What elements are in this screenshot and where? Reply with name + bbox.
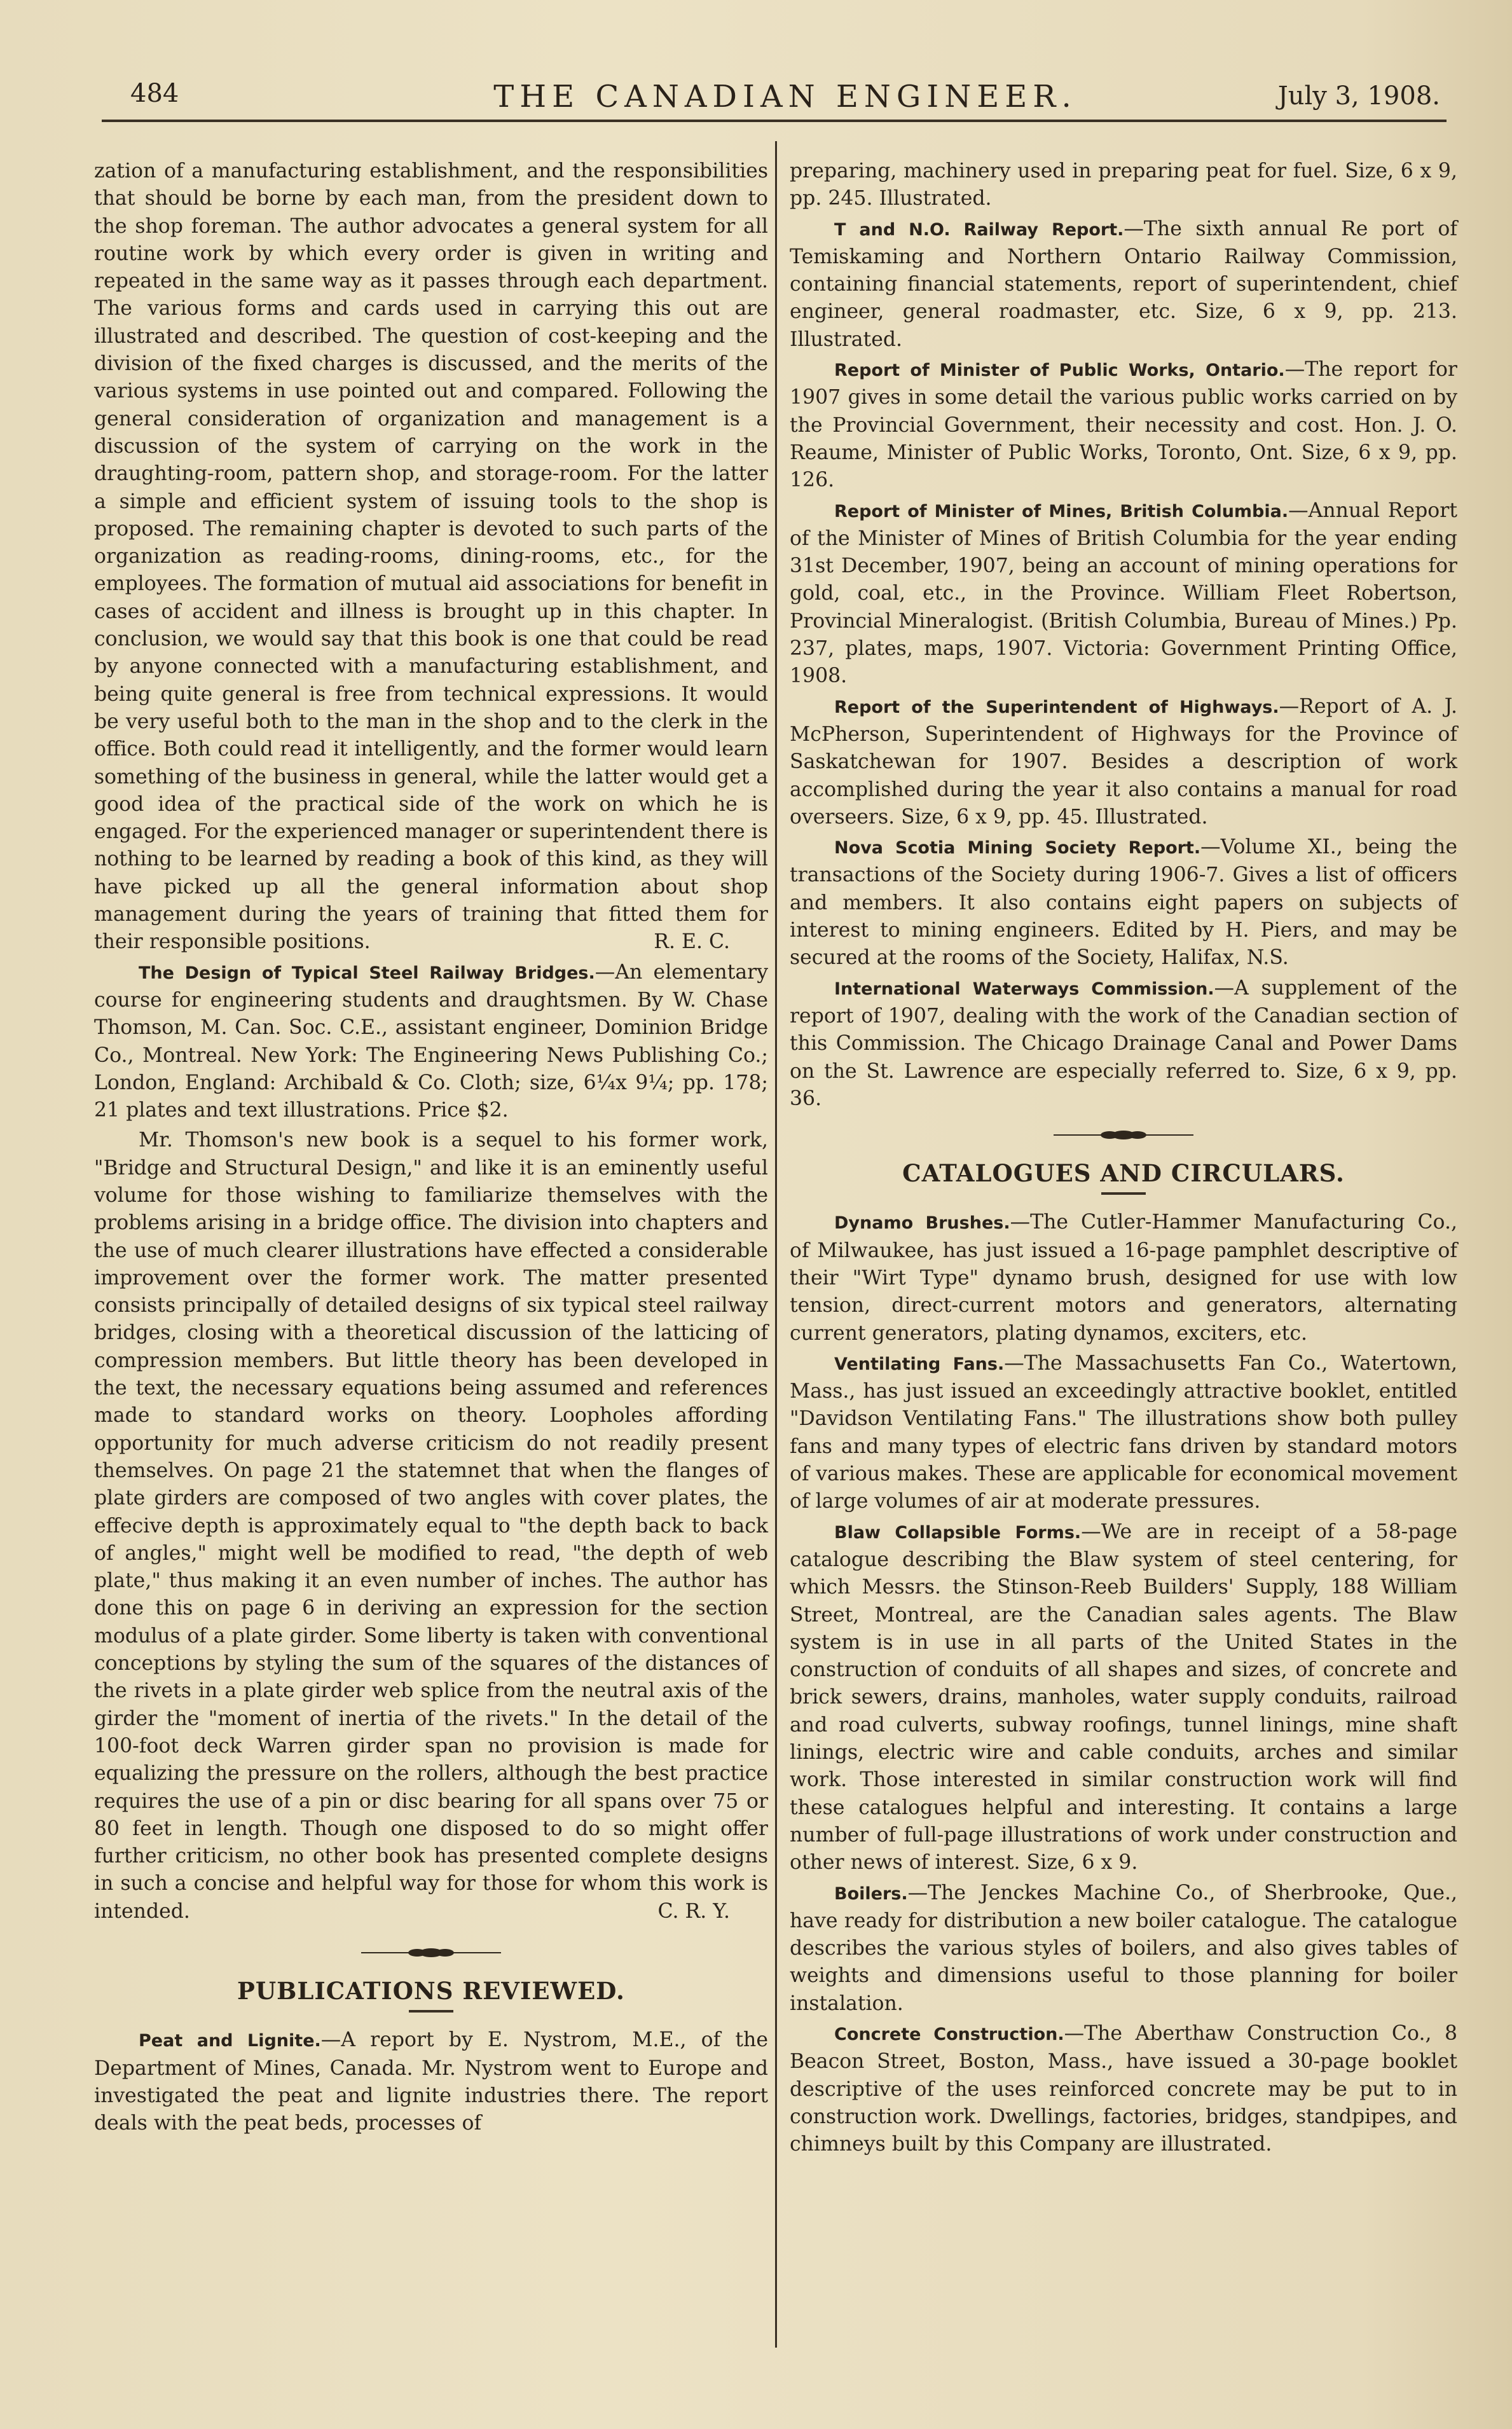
entry-heading: International Waterways Commission. xyxy=(834,979,1214,999)
section-title-publications: PUBLICATIONS REVIEWED. xyxy=(237,1977,625,2005)
catalogue-entry: Boilers.—The Jenckes Machine Co., of Sherbrooke, Que., have ready for distribution a new boiler catalogue. The catalogue describes the various styles of boilers, and also gives tables of weights and dimensions useful to those planning for boiler instalation. xyxy=(790,1881,1457,2015)
ornament-divider xyxy=(94,1934,768,1971)
review-entry: T and N.O. Railway Report.—The sixth annual Re port of Temiskaming and Northern Ontario Railway Commission, containing financial statements, report of superintendent, chief engineer, general roadmaster, etc. Size, 6 x 9, pp. 213. Illustrated. xyxy=(790,217,1458,351)
entry-heading: Dynamo Brushes. xyxy=(834,1213,1010,1234)
right-column xyxy=(790,158,1457,2158)
review-text: Mr. Thomson's new book is a sequel to his former work, "Bridge and Structural Design," and like it is an eminently useful volume for those wishing to familiarize themselves with the problems arising in a bridge office. The division into chapters and the use of much clearer illustrations have effected a considerable improvement over the former work. The matter presented consists principally of detailed designs of six typical steel railway bridges, closing with a theoretical discussion of the latticing of compression members. But little theory has been developed in the text, the necessary equations being assumed and references made to standard works on theory. Loopholes affording opportunity for much adverse criticism do not readily present themselves. On page 21 the statemnet that when the flanges of plate girders are composed of two angles with cover plates, the effecive depth is approximately equal to "the depth back to back of angles," might well be modified to read, "the depth of web plate," thus making it an even number of inches. The author has done this on page 6 in deriving an expression for the section modulus of a plate girder. Some liberty is taken with conventional conceptions by styling the sum of the squares of the distances of the rivets in a plate girder web splice from the neutral axis of the girder the "moment of inertia of the rivets." In the detail of the 100-foot deck Warren girder span no provision is made for equalizing the pressure on the rollers, although the best practice requires the use of a pin or disc bearing for all spans over 75 or 80 feet in length. Though one disposed to do so might offer further criticism, no other book has presented complete designs in such a concise and helpful way for those for whom this work is intended. C. R. Y. xyxy=(94,1127,768,1925)
review-entry: International Waterways Commission.—A supplement of the report of 1907, dealing with the work of the Canadian section of this Commission. The Chicago Drainage Canal and Power Dams on the St. Lawrence are especially referred to. Size, 6 x 9, pp. 36. xyxy=(790,976,1457,1110)
review-text: preparing, machinery used in preparing peat for fuel. Size, 6 x 9, pp. 245. Illustrated. xyxy=(790,160,1457,210)
review-entry: The Design of Typical Steel Railway Bridges.—An elementary course for engineering students and draughtsmen. By W. Chase Thomson, M. Can. Soc. C.E., assistant engineer, Dominion Bridge Co., Montreal. New York: The Engineering News Publishing Co.; London, England: Archibald & Co. Cloth; size, 6¼x 9¼; pp. 178; 21 plates and text illustrations. Price $2. xyxy=(94,960,768,1122)
left-column xyxy=(94,158,768,2137)
entry-heading: Boilers. xyxy=(834,1883,908,1904)
issue-date: July 3, 1908. xyxy=(1277,81,1440,111)
review-entry: Peat and Lignite.—A report by E. Nystrom, M.E., of the Department of Mines, Canada. Mr. Nystrom went to Europe and investigated the peat and lignite industries there. The report deals with the peat beds, processes of xyxy=(94,2028,768,2135)
section-underline xyxy=(1101,1192,1146,1195)
entry-heading: Concrete Construction. xyxy=(834,2025,1064,2044)
reviewer-initials: R. E. C. xyxy=(654,930,730,954)
entry-heading: Blaw Collapsible Forms. xyxy=(834,1522,1082,1543)
column-divider xyxy=(775,141,777,2348)
reviewer-initials: C. R. Y. xyxy=(657,1899,730,1923)
entry-heading: T and N.O. Railway Report. xyxy=(834,219,1124,240)
review-text: zation of a manufacturing establishment, and the responsibilities that should be borne by each man, from the president down to the shop foreman. The author advocates a general system for all routine work by which every order is given in writing and repeated in the same way as it passes through each department. The various forms and cards used in carrying this out are illustrated and described. The question of cost-keeping and the division of the fixed charges is discussed, and the merits of the various systems in use pointed out and compared. Following the general consideration of organization and management is a discussion of the system of carrying on the work in the draughting-room, pattern shop, and storage-room. For the latter a simple and efficient system of issuing tools to the shop is proposed. The remaining chapter is devoted to such parts of the organization as reading-rooms, dining-rooms, etc., for the employees. The formation of mutual aid associations for benefit in cases of accident and illness is brought up in this chapter. In conclusion, we would say that this book is one that could be read by anyone connected with a manufacturing establishment, and being quite general is free from technical expressions. It would be very useful both to the man in the shop and to the clerk in the office. Both could read it intelligently, and the former would learn something of the business in general, while the latter would get a good idea of the practical side of the work on which he is engaged. For the experienced manager or superintendent there is nothing to be learned by reading a book of this kind, as they will have picked up all the general information about shop management during the years of training that fitted them for their responsible positions. R. E. C. xyxy=(94,158,768,956)
page-header xyxy=(130,75,1440,120)
section-title-catalogues: CATALOGUES AND CIRCULARS. xyxy=(902,1159,1345,1188)
entry-heading: Nova Scotia Mining Society Report. xyxy=(834,838,1201,858)
catalogue-entry: Concrete Construction.—The Aberthaw Construction Co., 8 Beacon Street, Boston, Mass., have issued a 30-page booklet descriptive of the uses reinforced concrete may be put to in construction work. Dwellings, factories, bridges, standpipes, and chimneys built by this Company are illustrated. xyxy=(790,2022,1457,2156)
section-underline xyxy=(409,2010,453,2013)
page-number: 484 xyxy=(130,79,179,108)
entry-heading: Report of Minister of Public Works, Ontario. xyxy=(834,361,1285,381)
catalogue-entry: Dynamo Brushes.—The Cutler-Hammer Manufacturing Co., of Milwaukee, has just issued a 16-page pamphlet descriptive of their "Wirt Type" dynamo brush, designed for use with low tension, direct-current motors and generators, alternating current generators, plating dynamos, exciters, etc. xyxy=(790,1211,1457,1345)
entry-heading: Report of the Superintendent of Highways. xyxy=(834,697,1279,717)
entry-heading: The Design of Typical Steel Railway Bridges. xyxy=(139,963,595,983)
entry-heading: Report of Minister of Mines, British Columbia. xyxy=(834,501,1289,521)
entry-heading: Ventilating Fans. xyxy=(834,1354,1005,1374)
entry-heading: Peat and Lignite. xyxy=(139,2031,321,2051)
ornament-divider xyxy=(790,1117,1457,1153)
review-entry: Report of the Superintendent of Highways.—Report of A. J. McPherson, Superintendent of Highways for the Province of Saskatchewan for 1907. Besides a description of work accomplished during the year it also contains a manual for road overseers. Size, 6 x 9, pp. 45. Illustrated. xyxy=(790,694,1457,829)
publication-title: THE CANADIAN ENGINEER. xyxy=(493,79,1077,114)
review-entry: Report of Minister of Public Works, Ontario.—The report for 1907 gives in some detail the various public works carried on by the Provincial Government, their necessity and cost. Hon. J. O. Reaume, Minister of Public Works, Toronto, Ont. Size, 6 x 9, pp. 126. xyxy=(790,358,1457,492)
review-entry: Report of Minister of Mines, British Columbia.—Annual Report of the Minister of Mines of British Columbia for the year ending 31st December, 1907, being an account of mining operations for gold, coal, etc., in the Province. William Fleet Robertson, Provincial Mineralogist. (British Columbia, Bureau of Mines.) Pp. 237, plates, maps, 1907. Victoria: Government Printing Office, 1908. xyxy=(790,499,1457,688)
header-rule xyxy=(102,120,1447,122)
review-entry: Nova Scotia Mining Society Report.—Volume XI., being the transactions of the Society during 1906-7. Gives a list of officers and members. It also contains eight papers on subjects of interest to mining engineers. Edited by H. Piers, and may be secured at the rooms of the Society, Halifax, N.S. xyxy=(790,836,1457,970)
catalogue-entry: Ventilating Fans.—The Massachusetts Fan Co., Watertown, Mass., has just issued an exceedingly attractive booklet, entitled "Davidson Ventilating Fans." The illustrations show both pulley fans and many types of electric fans driven by standard motors of various makes. These are applicable for economical movement of large volumes of air at moderate pressures. xyxy=(790,1351,1457,1513)
catalogue-entry: Blaw Collapsible Forms.—We are in receipt of a 58-page catalogue describing the Blaw system of steel centering, for which Messrs. the Stinson-Reeb Builders' Supply, 188 William Street, Montreal, are the Canadian sales agents. The Blaw system is in use in all parts of the United States in the construction of conduits of all shapes and sizes, of concrete and brick sewers, drains, manholes, water supply conduits, railroad and road culverts, subway roofings, tunnel linings, mine shaft linings, electric wire and cable conduits, arches and similar work. Those interested in similar construction work will find these catalogues helpful and interesting. It contains a large number of full-page illustrations of work under construction and other news of interest. Size, 6 x 9. xyxy=(790,1520,1457,1875)
